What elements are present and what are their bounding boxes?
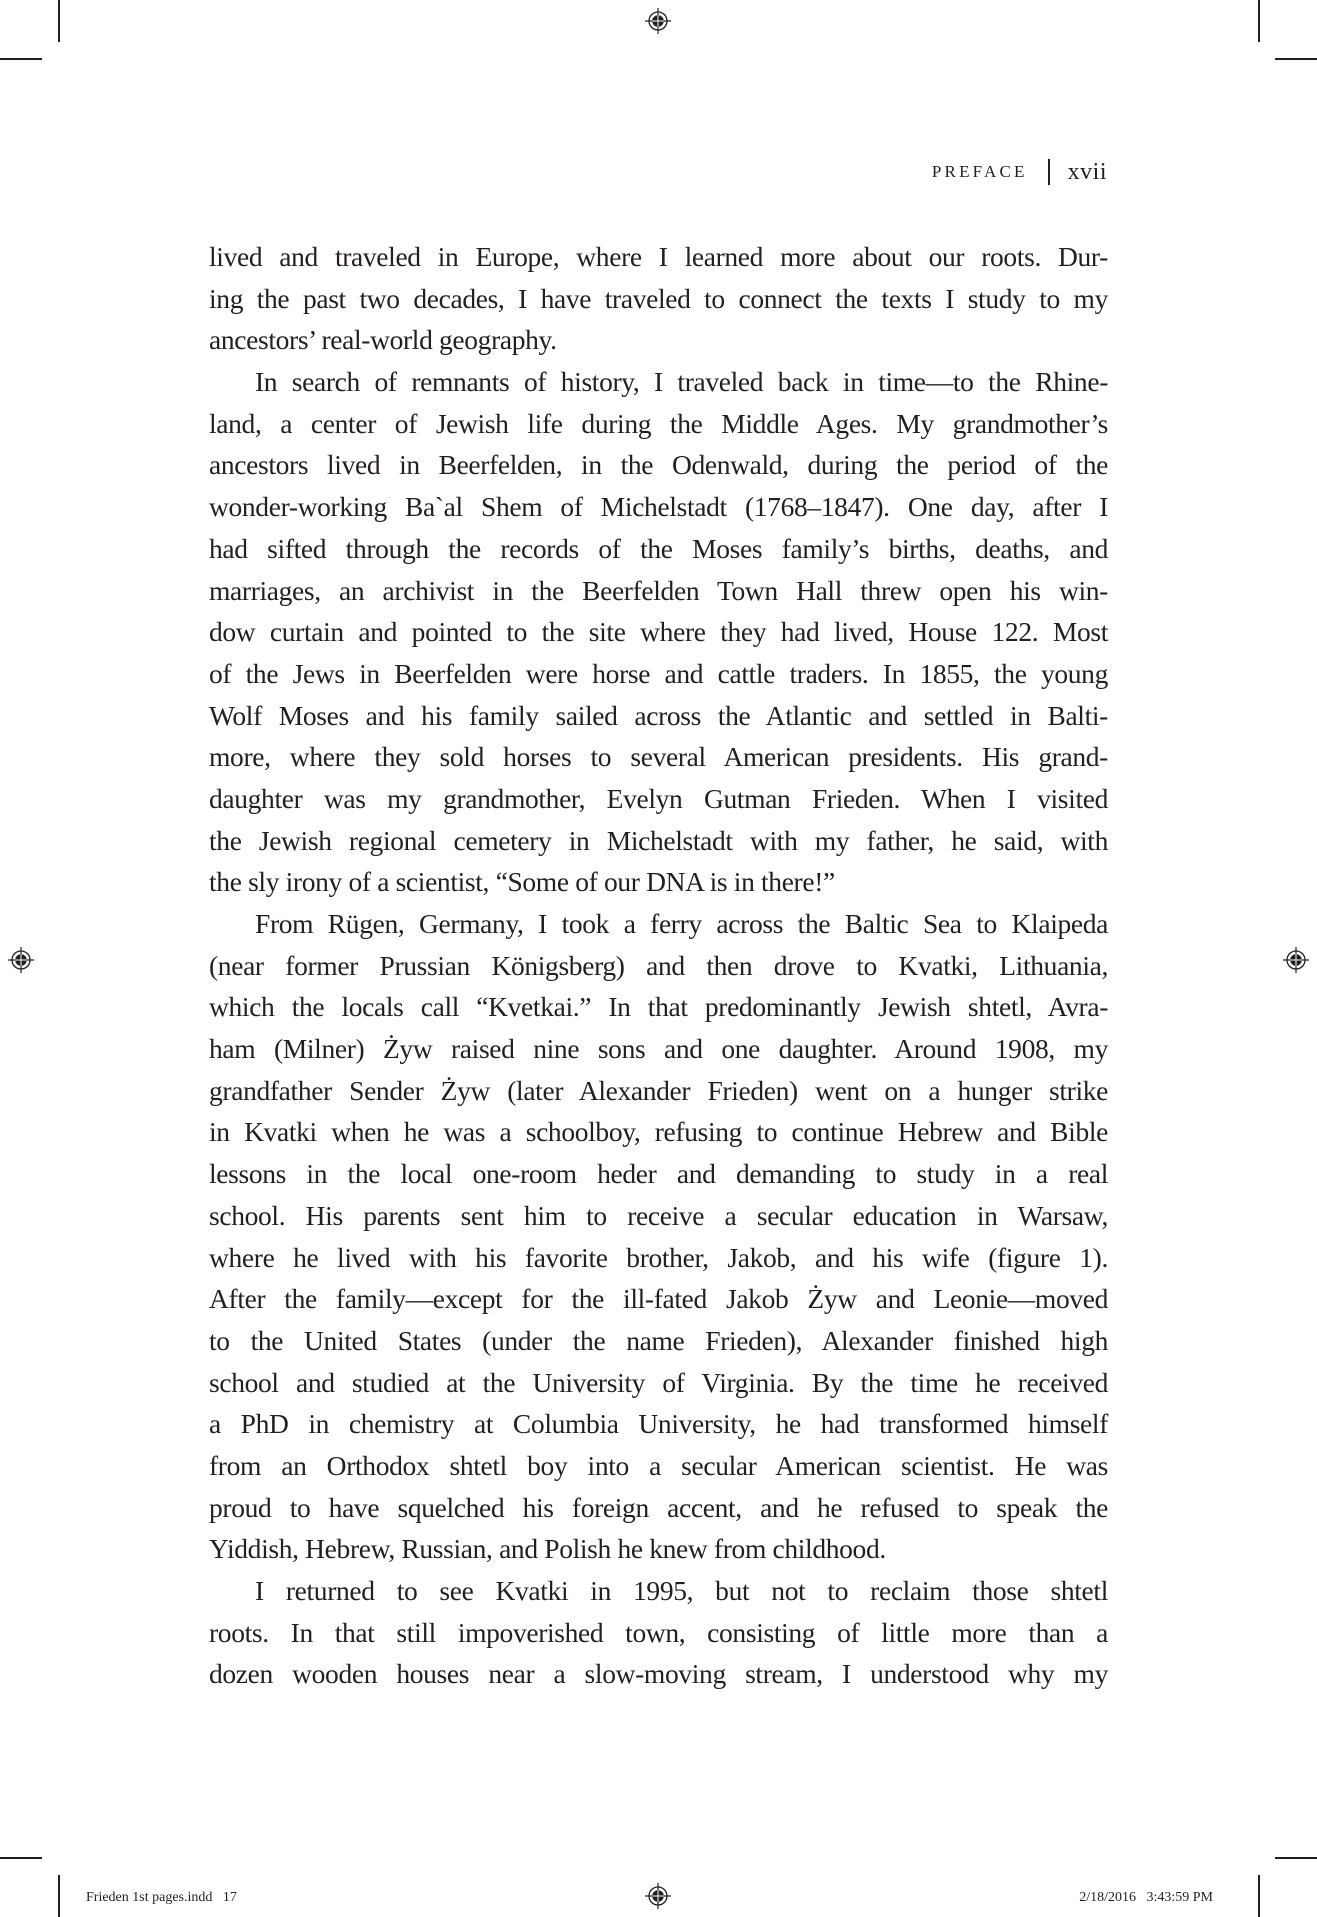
text-line: grandfather Sender Żyw (later Alexander Frieden) went on a hunger strike [209, 1074, 1108, 1106]
running-head-divider [1048, 159, 1050, 185]
text-line: lived and traveled in Europe, where I learned more about our roots. Dur- [209, 241, 1108, 272]
crop-mark-bottom-left-vertical [58, 1875, 60, 1917]
registration-target-icon [7, 946, 35, 974]
text-line: Yiddish, Hebrew, Russian, and Polish he knew from childhood. [209, 1533, 886, 1565]
text-line: lessons in the local one-room heder and demanding to study in a real [209, 1158, 1108, 1190]
text-line: of the Jews in Beerfelden were horse and cattle traders. In 1855, the young [209, 657, 1108, 689]
body-text [209, 236, 1108, 1695]
slug-timestamp: 2/18/2016 3:43:59 PM [1079, 1890, 1213, 1905]
text-line: had sifted through the records of the Moses family’s births, deaths, and [209, 532, 1108, 564]
slug-file-info: Frieden 1st pages.indd 17 [86, 1890, 237, 1905]
text-line: school and studied at the University of Virginia. By the time he received [209, 1366, 1108, 1398]
text-line: dow curtain and pointed to the site where they had lived, House 122. Most [209, 616, 1108, 648]
text-line: dozen wooden houses near a slow-moving stream, I understood why my [209, 1658, 1108, 1690]
text-line: more, where they sold horses to several American presidents. His grand- [209, 741, 1108, 773]
text-line: ancestors lived in Beerfelden, in the Odenwald, during the period of the [209, 449, 1108, 481]
text-line: From Rügen, Germany, I took a ferry across the Baltic Sea to Klaipeda [255, 908, 1108, 939]
text-line: ham (Milner) Żyw raised nine sons and one daughter. Around 1908, my [209, 1033, 1108, 1065]
text-line: ing the past two decades, I have traveled to connect the texts I study to my [209, 282, 1108, 314]
text-line: ancestors’ real-world geography. [209, 324, 557, 356]
text-line: Wolf Moses and his family sailed across the Atlantic and settled in Balti- [209, 699, 1108, 731]
registration-target-icon [644, 1882, 672, 1910]
text-line: After the family—except for the ill-fated Jakob Żyw and Leonie—moved [209, 1283, 1108, 1315]
crop-mark-bottom-right-horizontal [1275, 1857, 1317, 1859]
page-number: xvii [1067, 158, 1107, 185]
text-line: I returned to see Kvatki in 1995, but not to reclaim those shtetl [255, 1575, 1108, 1606]
text-line: proud to have squelched his foreign accent, and he refused to speak the [209, 1491, 1108, 1523]
text-line: daughter was my grandmother, Evelyn Gutman Frieden. When I visited [209, 782, 1108, 814]
running-head [932, 156, 1107, 188]
text-line: land, a center of Jewish life during the Middle Ages. My grandmother’s [209, 407, 1108, 439]
text-line: wonder-working Ba`al Shem of Michelstadt (1768–1847). One day, after I [209, 491, 1108, 523]
crop-mark-top-right-vertical [1258, 0, 1260, 42]
registration-target-icon [1282, 946, 1310, 974]
text-line: the sly irony of a scientist, “Some of our DNA is in there!” [209, 866, 835, 898]
crop-mark-top-left-vertical [58, 0, 60, 42]
text-line: to the United States (under the name Frieden), Alexander finished high [209, 1324, 1108, 1356]
crop-mark-top-left-horizontal [0, 58, 42, 60]
text-line: roots. In that still impoverished town, consisting of little more than a [209, 1616, 1108, 1648]
text-line: In search of remnants of history, I traveled back in time—to the Rhine- [255, 366, 1108, 398]
text-line: (near former Prussian Königsberg) and then drove to Kvatki, Lithuania, [209, 949, 1108, 981]
crop-mark-top-right-horizontal [1275, 58, 1317, 60]
text-line: school. His parents sent him to receive a secular education in Warsaw, [209, 1199, 1108, 1231]
text-line: which the locals call “Kvetkai.” In that predominantly Jewish shtetl, Avra- [209, 991, 1108, 1023]
text-line: from an Orthodox shtetl boy into a secular American scientist. He was [209, 1449, 1108, 1481]
text-line: the Jewish regional cemetery in Michelstadt with my father, he said, with [209, 824, 1108, 856]
registration-target-icon [644, 7, 672, 35]
crop-mark-bottom-left-horizontal [0, 1857, 42, 1859]
crop-mark-bottom-right-vertical [1258, 1875, 1260, 1917]
running-head-section: PREFACE [931, 162, 1028, 181]
text-line: where he lived with his favorite brother, Jakob, and his wife (figure 1). [209, 1241, 1108, 1273]
text-line: marriages, an archivist in the Beerfelden Town Hall threw open his win- [209, 574, 1108, 606]
text-line: in Kvatki when he was a schoolboy, refusing to continue Hebrew and Bible [209, 1116, 1108, 1148]
text-line: a PhD in chemistry at Columbia University, he had transformed himself [209, 1408, 1108, 1440]
